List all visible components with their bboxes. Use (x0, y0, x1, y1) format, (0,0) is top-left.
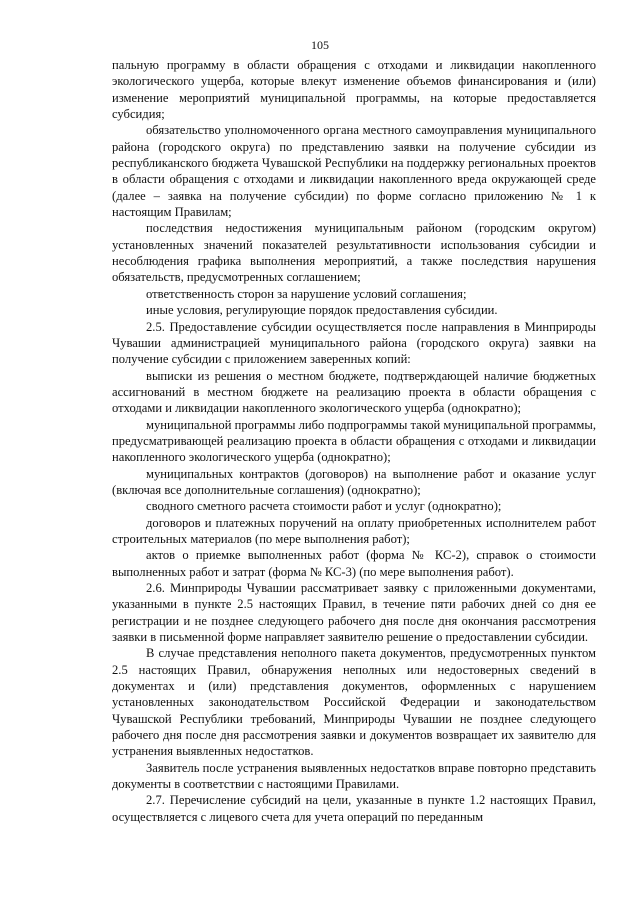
paragraph: пальную программу в области обращения с отходами и ликвидации накопленного экологического ущерба, которые влекут изменение объемов финансирования и (или) изменение мероприятий муниципальной программы, на которые предоставляется субсидия; (112, 58, 596, 122)
paragraph: муниципальной программы либо подпрограммы такой муниципальной программы, предусматривающей реализацию проекта в области обращения с отходами и ликвидации накопленного экологического ущерба (однократно); (112, 417, 596, 465)
page-number: 105 (311, 38, 329, 52)
paragraph: 2.7. Перечисление субсидий на цели, указанные в пункте 1.2 настоящих Правил, осуществляется с лицевого счета для учета операций по переданным (112, 793, 596, 824)
paragraph: сводного сметного расчета стоимости работ и услуг (однократно); (146, 499, 502, 514)
paragraph: актов о приемке выполненных работ (форма № КС-2), справок о стоимости выполненных работ и затрат (форма № КС-3) (по мере выполнения работ). (112, 548, 596, 579)
paragraph: выписки из решения о местном бюджете, подтверждающей наличие бюджетных ассигнований в местном бюджете на реализацию проекта в области обращения с отходами и ликвидации накопленного экологического ущерба (однократно); (112, 368, 596, 416)
paragraph: 2.5. Предоставление субсидии осуществляется после направления в Минприроды Чувашии администрацией муниципального района (городского округа) заявки на получение субсидии с приложением заверенных копий: (112, 319, 596, 367)
paragraph: Заявитель после устранения выявленных недостатков вправе повторно представить документы в соответствии с настоящими Правилами. (112, 760, 596, 792)
paragraph: В случае представления неполного пакета документов, предусмотренных пунктом 2.5 настоящих Правил, обнаружения неполных или недостоверных сведений в документах и (или) представления документов, оформленных с нарушением установленных законодательством Российской Федерации и законодательством Чувашской Республики требований, Минприроды Чувашии не позднее следующего рабочего дня после дня рассмотрения заявки и документов возвращает их заявителю для устранения выявленных недостатков. (112, 646, 596, 759)
paragraph: последствия недостижения муниципальным районом (городским округом) установленных значений показателей результативности использования субсидии и несоблюдения графика выполнения мероприятий, а также последствия нарушения обязательств, предусмотренных соглашением; (112, 221, 596, 285)
paragraph: иные условия, регулирующие порядок предоставления субсидии. (146, 303, 498, 318)
paragraph: муниципальных контрактов (договоров) на выполнение работ и оказание услуг (включая все дополнительные соглашения) (однократно); (112, 466, 596, 497)
paragraph: ответственность сторон за нарушение условий соглашения; (146, 286, 467, 301)
paragraph: обязательство уполномоченного органа местного самоуправления муниципального района (городского округа) по представлению заявки на получение субсидии из республиканского бюджета Чувашской Республики на поддержку региональных проектов в области обращения с отходами и ликвидации накопленного вреда окружающей среде (далее – заявка на получение субсидии) по форме согласно приложению № 1 к настоящим Правилам; (112, 123, 596, 220)
paragraph: 2.6. Минприроды Чувашии рассматривает заявку с приложенными документами, указанными в пункте 2.5 настоящих Правил, в течение пяти рабочих дней со дня ее регистрации и не позднее следующего рабочего дня после дня окончания рассмотрения заявки в письменной форме направляет заявителю решение о предоставлении субсидии. (112, 581, 596, 645)
paragraph: договоров и платежных поручений на оплату приобретенных исполнителем работ строительных материалов (по мере выполнения работ); (112, 515, 596, 546)
document-body (112, 57, 596, 825)
